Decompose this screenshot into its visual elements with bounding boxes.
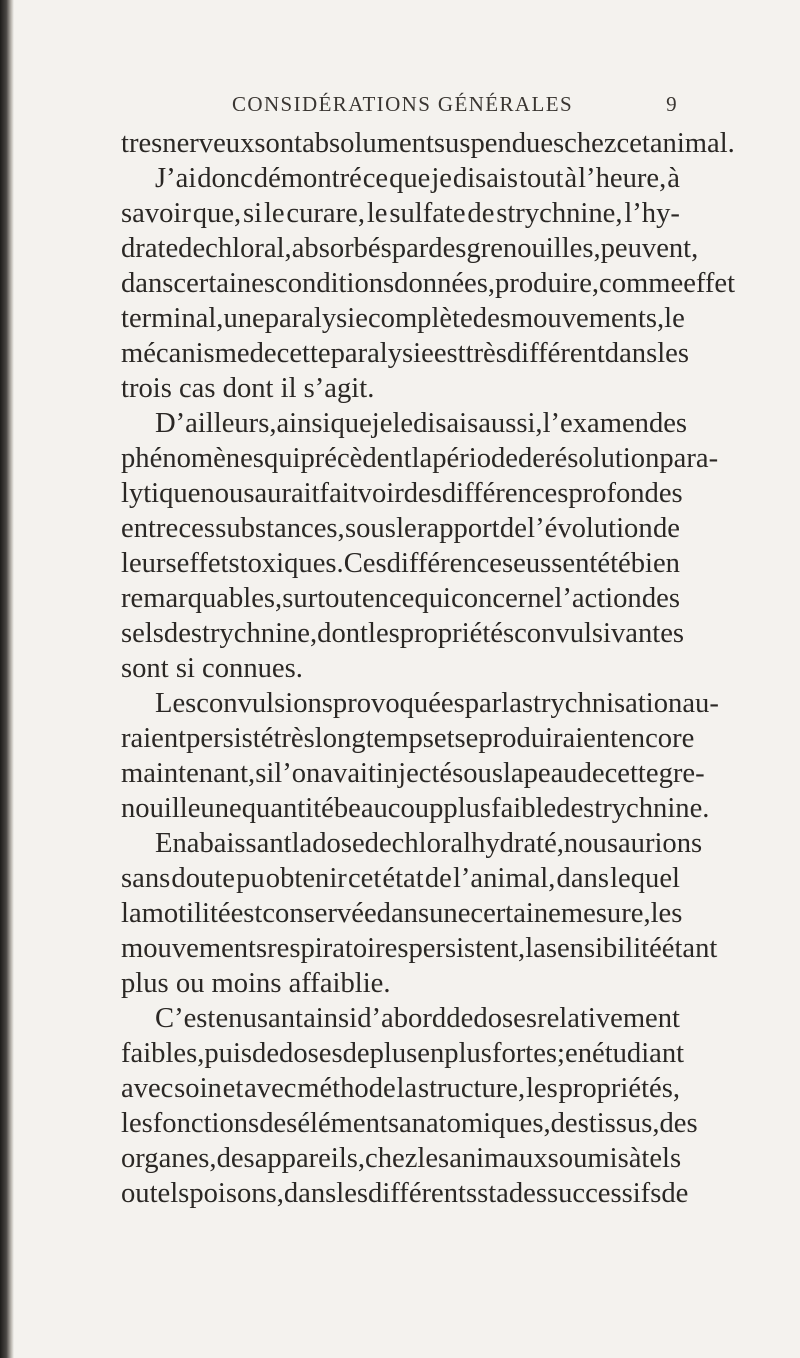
text-line: entre ces substances, sous le rapport de l’évolution de xyxy=(121,513,680,544)
text-line: sont si connues. xyxy=(121,653,303,684)
text-line: tres nerveux sont absolument suspendues chez cet animal. xyxy=(121,128,735,159)
text-line: mécanisme de cette paralysie est très différent dans les xyxy=(121,338,689,369)
text-line: sans doute pu obtenir cet état de l’animal, dans lequel xyxy=(121,863,680,894)
text-line: faibles, puis de doses de plus en plus fortes ; en étudiant xyxy=(121,1038,685,1069)
text-line: C’est en usant ainsi d’abord de doses relativement xyxy=(155,1003,680,1034)
text-line: raient persisté très longtemps et se produiraient encore xyxy=(121,723,695,754)
text-line: la motilité est conservée dans une certaine mesure, les xyxy=(121,898,683,929)
text-line: avec soin et avec méthode la structure, les propriétés, xyxy=(121,1073,680,1104)
text-line: lytique nous aurait fait voir des différences profondes xyxy=(121,478,683,509)
text-line: maintenant, si l’on avait injecté sous la peau de cette gre- xyxy=(121,758,705,789)
text-line: drate de chloral, absorbés par des grenouilles, peuvent, xyxy=(121,233,699,264)
text-line: dans certaines conditions données, produire, comme effet xyxy=(121,268,736,299)
text-line: leurs effets toxiques. Ces différences eussent été bien xyxy=(121,548,680,579)
text-line: organes, des appareils, chez les animaux soumis à tels xyxy=(121,1143,682,1174)
page-number: 9 xyxy=(666,92,678,116)
text-line: trois cas dont il s’agit. xyxy=(121,373,375,404)
text-line: savoir que, si le curare, le sulfate de strychnine, l’hy- xyxy=(121,198,680,229)
text-line: D’ailleurs, ainsi que je le disais aussi, l’examen des xyxy=(155,408,688,439)
body-text xyxy=(121,126,736,1211)
text-line: sels de strychnine, dont les propriétés convulsivantes xyxy=(121,618,685,649)
text-line: terminal, une paralysie complète des mouvements, le xyxy=(121,303,685,334)
text-line: J’ai donc démontré ce que je disais tout à l’heure, à xyxy=(155,163,680,194)
text-line: nouille une quantité beaucoup plus faible de strychnine. xyxy=(121,793,710,824)
text-line: phénomènes qui précèdent la période de résolution para- xyxy=(121,443,719,474)
text-line: remarquables, surtout en ce qui concerne l’action des xyxy=(121,583,680,614)
text-line: ou tels poisons, dans les différents stades successifs de xyxy=(121,1178,689,1209)
text-line: plus ou moins affaiblie. xyxy=(121,968,391,999)
text-line: les fonctions des éléments anatomiques, des tissus, des xyxy=(121,1108,698,1139)
book-binding-edge xyxy=(0,0,14,1358)
text-line: Les convulsions provoquées par la strychnisation au- xyxy=(155,688,719,719)
running-title: CONSIDÉRATIONS GÉNÉRALES xyxy=(232,92,574,116)
text-line: mouvements respiratoires persistent, la sensibilité étant xyxy=(121,933,718,964)
text-line: En abaissant la dose de chloral hydraté, nous aurions xyxy=(155,828,703,859)
